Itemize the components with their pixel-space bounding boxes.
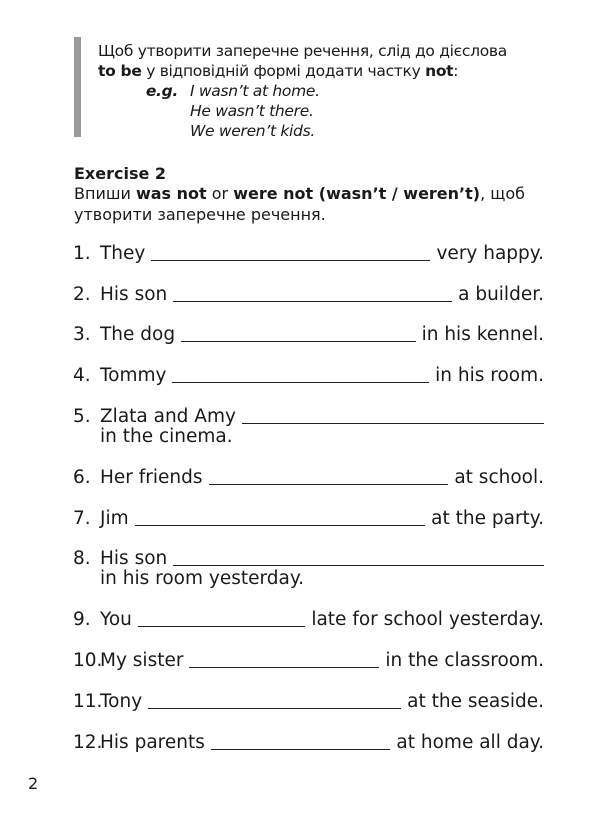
item-after: in the classroom.	[385, 650, 544, 671]
item-before: Zlata and Amy	[100, 406, 236, 427]
item-number: 12.	[73, 732, 103, 753]
item-number: 1.	[73, 243, 91, 264]
rule-text	[98, 41, 558, 141]
exercise-item	[73, 244, 544, 264]
instr-bold: was not	[135, 184, 207, 203]
item-after: in the cinema.	[100, 426, 233, 447]
rule-line: у відповідній формі додати частку	[141, 62, 426, 80]
answer-blank[interactable]	[181, 340, 415, 342]
item-before: The dog	[100, 324, 176, 345]
example: He wasn’t there.	[190, 102, 314, 120]
answer-blank[interactable]	[172, 381, 429, 383]
item-before: His son	[100, 548, 168, 569]
exercise-item	[73, 325, 544, 345]
item-before: His son	[100, 284, 168, 305]
item-number: 4.	[73, 365, 91, 386]
item-before: Tommy	[100, 365, 167, 386]
item-before: Her friends	[100, 467, 203, 488]
item-number: 6.	[73, 467, 91, 488]
item-number: 9.	[73, 609, 91, 630]
exercise-item	[73, 407, 544, 447]
item-before: Tony	[100, 691, 143, 712]
item-after: at the seaside.	[407, 691, 544, 712]
exercise-item	[73, 468, 544, 488]
item-number: 2.	[73, 284, 91, 305]
exercise-item	[73, 692, 544, 712]
rule-bold: to be	[98, 62, 142, 80]
answer-blank[interactable]	[138, 625, 305, 627]
item-after: a builder.	[458, 284, 544, 305]
item-before: You	[100, 609, 132, 630]
item-number: 7.	[73, 508, 91, 529]
rule-colon: :	[453, 62, 459, 80]
answer-blank[interactable]	[242, 422, 544, 424]
exercise-item	[73, 509, 544, 529]
answer-blank[interactable]	[173, 300, 452, 302]
item-after: at the party.	[431, 508, 544, 529]
answer-blank[interactable]	[189, 666, 379, 668]
item-before: My sister	[100, 650, 184, 671]
item-number: 11.	[73, 691, 103, 712]
exercise-title: Exercise 2	[74, 164, 167, 183]
exercise-instructions	[74, 183, 549, 225]
item-after: in his room.	[435, 365, 544, 386]
exercise-item	[73, 549, 544, 589]
item-before: Jim	[100, 508, 129, 529]
item-before: His parents	[100, 732, 205, 753]
answer-blank[interactable]	[135, 524, 426, 526]
item-before: They	[100, 243, 146, 264]
instr-text: , щоб утворити заперечне речення.	[74, 184, 525, 224]
eg-label: e.g.	[145, 82, 178, 100]
instr-text: Впиши	[74, 184, 136, 203]
exercise-item	[73, 733, 544, 753]
answer-blank[interactable]	[148, 707, 401, 709]
item-after: very happy.	[436, 243, 544, 264]
exercise-item	[73, 366, 544, 386]
answer-blank[interactable]	[211, 748, 391, 750]
item-after: in his kennel.	[421, 324, 544, 345]
item-after: at home all day.	[396, 732, 544, 753]
instr-text: or	[206, 184, 234, 203]
item-after: in his room yesterday.	[100, 568, 305, 589]
answer-blank[interactable]	[151, 259, 430, 261]
instr-bold: were not (wasn’t / weren’t)	[233, 184, 481, 203]
item-number: 10.	[73, 650, 103, 671]
item-after: at school.	[454, 467, 544, 488]
item-after: late for school yesterday.	[311, 609, 544, 630]
exercise-item	[73, 651, 544, 671]
item-number: 5.	[73, 406, 91, 427]
example: I wasn’t at home.	[190, 82, 320, 100]
rule-side-bar	[74, 37, 81, 137]
item-number: 3.	[73, 324, 91, 345]
rule-line: Щоб утворити заперечне речення, слід до дієслова	[98, 42, 507, 60]
answer-blank[interactable]	[209, 483, 449, 485]
item-number: 8.	[73, 548, 91, 569]
answer-blank[interactable]	[173, 564, 544, 566]
page-number: 2	[28, 774, 39, 793]
rule-bold: not	[425, 62, 454, 80]
exercise-item	[73, 610, 544, 630]
exercise-item	[73, 285, 544, 305]
example: We weren’t kids.	[190, 122, 315, 140]
